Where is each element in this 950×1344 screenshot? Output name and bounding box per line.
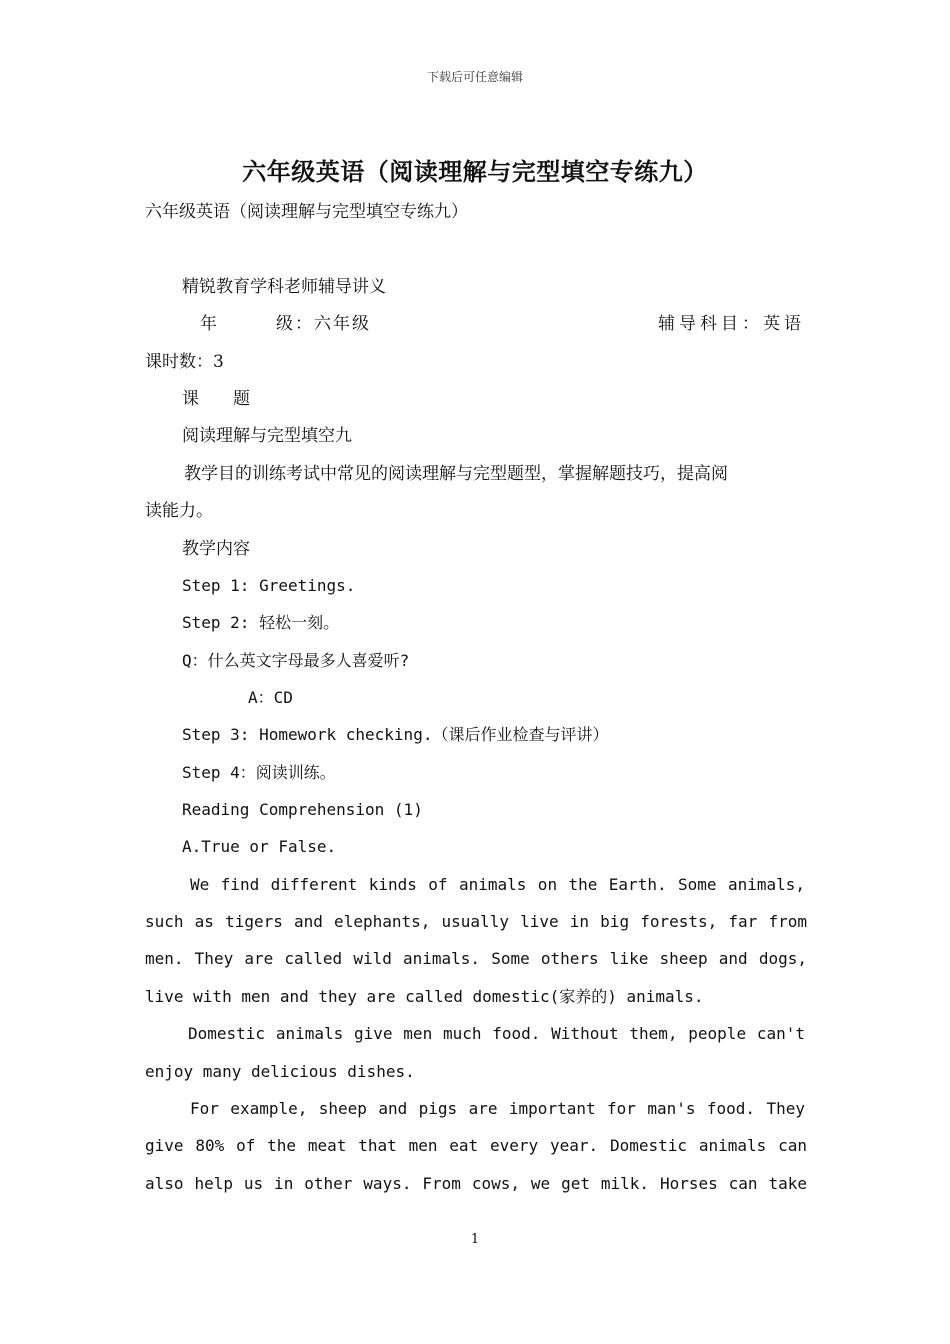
paragraph-2-line: Domestic animals give men much food. Without them, people can't	[188, 1024, 805, 1043]
paragraph-3-line: For example, sheep and pigs are important for man's food. They	[190, 1099, 805, 1118]
paragraph-1-line: such as tigers and elephants, usually live in big forests, far from	[145, 912, 807, 931]
step-3: Step 3: Homework checking.（课后作业检查与评讲）	[182, 725, 609, 744]
document-title: 六年级英语（阅读理解与完型填空专练九）	[242, 157, 708, 186]
paragraph-1-line: live with men and they are called domestic(家养的) animals.	[145, 987, 704, 1006]
subtitle: 六年级英语（阅读理解与完型填空专练九）	[145, 202, 468, 222]
subject-label: 辅导科目：英语	[658, 314, 805, 334]
paragraph-1-line: men. They are called wild animals. Some others like sheep and dogs,	[145, 949, 807, 968]
lecture-header: 精锐教育学科老师辅导讲义	[182, 277, 386, 297]
teaching-goal-line1: 教学目的训练考试中常见的阅读理解与完型题型，掌握解题技巧，提高阅	[184, 464, 728, 484]
header-note: 下载后可任意编辑	[426, 70, 523, 84]
step-1: Step 1: Greetings.	[182, 576, 356, 595]
joke-answer: A：CD	[248, 688, 293, 707]
page-number: 1	[470, 1232, 480, 1247]
topic: 阅读理解与完型填空九	[182, 426, 352, 446]
topic-label: 课 题	[182, 389, 250, 409]
grade-label: 年 级：六年级	[200, 314, 371, 334]
class-hours: 课时数：3	[145, 352, 224, 372]
section-a: A.True or False.	[182, 837, 337, 856]
content-label: 教学内容	[182, 539, 250, 559]
paragraph-3-line: also help us in other ways. From cows, we get milk. Horses can take	[145, 1174, 807, 1193]
paragraph-3-line: give 80% of the meat that men eat every year. Domestic animals can	[145, 1136, 807, 1155]
joke-question: Q：什么英文字母最多人喜爱听?	[182, 651, 410, 670]
paragraph-2-line: enjoy many delicious dishes.	[145, 1062, 415, 1081]
step-4: Step 4：阅读训练。	[182, 763, 336, 782]
paragraph-1-line: We find different kinds of animals on the Earth. Some animals,	[190, 875, 805, 894]
teaching-goal-line2: 读能力。	[145, 501, 213, 521]
step-2: Step 2: 轻松一刻。	[182, 613, 340, 632]
grade-subject-row	[200, 312, 805, 336]
reading-title: Reading Comprehension (1)	[182, 800, 423, 819]
